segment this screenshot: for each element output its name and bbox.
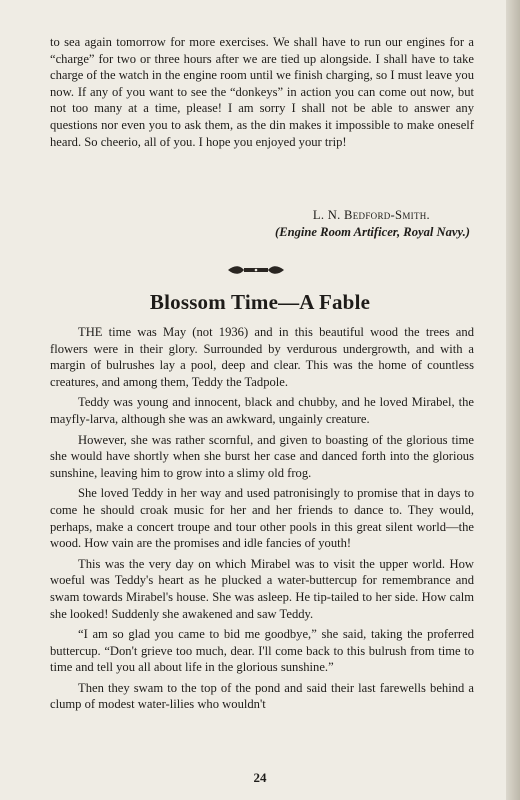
ornament-divider-icon [226, 264, 286, 276]
article-paragraph: However, she was rather scornful, and given to boasting of the glorious time she would have shortly when she burst her case and danced forth into the glorious sunshine, leaving him to grow into a slimy old frog. [50, 432, 474, 480]
article-paragraph: “I am so glad you came to bid me goodbye,” she said, taking the proferred buttercup. “Don't grieve too much, dear. I'll come back to this bulrush from time to time and tell you all about life in the glorious sunshine.” [50, 627, 474, 675]
letter-closing-paragraph [50, 34, 474, 150]
article-paragraph: This was the very day on which Mirabel was to visit the upper world. How woeful was Teddy's heart as he plucked a water-buttercup for remembrance and swam towards Mirabel's house. She was asleep. He tip-tailed to her side. How calm she looked! Suddenly she awakened and saw Teddy. [50, 556, 474, 621]
page-number: 24 [253, 770, 267, 785]
article-paragraph: She loved Teddy in her way and used patronisingly to promise that in days to come he should croak music for her and her friends to dance to. They would, perhaps, make a concert troupe and tour other pools in this great silent world—the wood. How vain are the promises and idle fancies of youth! [50, 486, 474, 551]
article-paragraph: THE time was May (not 1936) and in this beautiful wood the trees and flowers were in their glory. Surrounded by verdurous undergrowth, and with a margin of bulrushes lay a pool, deep and clear. This was the home of countless creatures, and among them, Teddy the Tadpole. [50, 325, 474, 389]
signature-name: L. N. Bedford-Smith. [312, 208, 430, 222]
article-paragraph: Then they swam to the top of the pond and said their last farewells behind a clump of modest water-lilies who wouldn't [50, 680, 474, 712]
letter-text: to sea again tomorrow for more exercises. We shall have to run our engines for a “charge” for two or three hours after we are tied up alongside. I shall have to take charge of the watch in the engine room until we finish charging, so I must leave you now. If any of you want to see the “donkeys” in action you can come out now, but not too many at a time, please! I am sorry I shall not be able to answer any questions nor even you to ask them, as the din makes it impossible to make oneself heard. So cheerio, all of you. I hope you enjoyed your trip! [50, 35, 474, 149]
article-title: Blossom Time—A Fable [149, 290, 371, 314]
article-paragraph: Teddy was young and innocent, black and chubby, and he loved Mirabel, the mayfly-larva, although she was an awkward, ungainly creature. [50, 395, 474, 426]
signature-role: (Engine Room Artificer, Royal Navy.) [275, 225, 470, 239]
article-body [50, 320, 474, 713]
